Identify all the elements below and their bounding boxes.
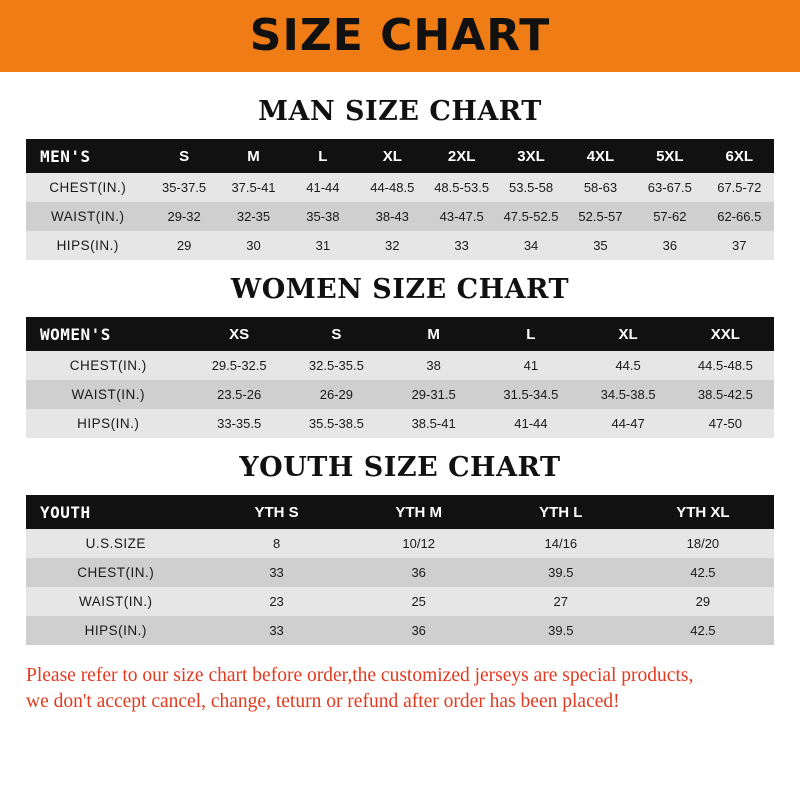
cell: 39.5 — [548, 623, 574, 638]
cell: 63-67.5 — [647, 180, 692, 195]
row-label: CHEST(IN.) — [49, 180, 127, 195]
section-title-women: WOMEN SIZE CHART — [230, 274, 570, 305]
cell: 58-63 — [583, 180, 618, 195]
table-row — [26, 351, 774, 380]
cell: 8 — [272, 536, 281, 551]
table-youth-body — [26, 529, 774, 645]
row-label: CHEST(IN.) — [77, 565, 155, 580]
table-women-header-label: WOMEN'S — [40, 324, 111, 344]
cell: 57-62 — [653, 209, 687, 224]
cell: 47.5-52.5 — [503, 209, 559, 224]
table-row — [26, 587, 774, 616]
table-man-col-8: 6XL — [725, 147, 754, 165]
cell: 18/20 — [686, 536, 720, 551]
table-women-col-2: M — [427, 325, 440, 343]
table-man-col-0: S — [179, 147, 190, 165]
cell: 32.5-35.5 — [308, 358, 364, 373]
cell: 38.5-42.5 — [697, 387, 753, 402]
cell: 35-38 — [306, 209, 340, 224]
table-row — [26, 558, 774, 587]
row-label: HIPS(IN.) — [56, 238, 119, 253]
table-man-col-4: 2XL — [447, 147, 476, 165]
cell: 32 — [385, 238, 400, 253]
table-header-row — [26, 495, 774, 529]
table-header-row — [26, 139, 774, 173]
cell: 38 — [426, 358, 441, 373]
table-women-col-0: XS — [229, 325, 250, 343]
table-youth-col-1: YTH M — [395, 503, 443, 521]
table-youth-col-0: YTH S — [254, 503, 299, 521]
row-label: WAIST(IN.) — [50, 209, 125, 224]
cell: 29-32 — [167, 209, 201, 224]
cell: 23 — [269, 594, 284, 609]
table-row — [26, 409, 774, 438]
table-youth-col-2: YTH L — [539, 503, 583, 521]
cell: 31 — [315, 238, 331, 253]
table-man-size — [26, 139, 774, 260]
row-label: WAIST(IN.) — [79, 594, 153, 609]
table-man-body — [26, 173, 774, 260]
table-row — [26, 173, 774, 202]
table-man-col-3: XL — [382, 147, 402, 165]
table-youth-col-3: YTH XL — [676, 503, 730, 521]
cell: 38-43 — [375, 209, 409, 224]
cell: 44-48.5 — [370, 180, 415, 195]
cell: 33 — [454, 238, 469, 253]
row-label: HIPS(IN.) — [84, 623, 147, 638]
table-man-header-label: MEN'S — [40, 146, 91, 166]
cell: 23.5-26 — [217, 387, 262, 402]
cell: 44-47 — [611, 416, 645, 431]
cell: 26-29 — [319, 387, 354, 402]
cell: 30 — [246, 238, 261, 253]
table-row — [26, 231, 774, 260]
cell: 29-31.5 — [411, 387, 456, 402]
cell: 44.5-48.5 — [697, 358, 753, 373]
cell: 52.5-57 — [578, 209, 623, 224]
cell: 36 — [662, 238, 678, 253]
cell: 62-66.5 — [717, 209, 762, 224]
cell: 43-47.5 — [439, 209, 484, 224]
page-title: SIZE CHART — [249, 10, 551, 61]
header-bar — [0, 0, 800, 72]
footer-note-line-1: Please refer to our size chart before order,the customized jerseys are special products, — [26, 665, 694, 686]
section-youth — [26, 452, 774, 645]
table-youth-header-label: YOUTH — [40, 502, 91, 522]
table-women-head — [26, 317, 774, 351]
cell: 41-44 — [514, 416, 548, 431]
cell: 33 — [269, 623, 284, 638]
table-row — [26, 529, 774, 558]
cell: 41 — [523, 358, 539, 373]
cell: 35 — [593, 238, 608, 253]
table-man-col-6: 4XL — [586, 147, 615, 165]
table-man-col-2: L — [318, 147, 328, 165]
table-man-col-5: 3XL — [517, 147, 545, 165]
cell: 29 — [176, 238, 192, 253]
row-label: CHEST(IN.) — [69, 358, 147, 373]
cell: 39.5 — [548, 565, 574, 580]
table-youth-head — [26, 495, 774, 529]
content-area — [0, 72, 800, 645]
cell: 41-44 — [306, 180, 340, 195]
cell: 44.5 — [615, 358, 641, 373]
cell: 29 — [695, 594, 711, 609]
cell: 36 — [411, 565, 426, 580]
row-label: HIPS(IN.) — [77, 416, 140, 431]
cell: 10/12 — [402, 536, 435, 551]
row-label: WAIST(IN.) — [71, 387, 146, 402]
table-women-col-3: L — [526, 325, 536, 343]
cell: 48.5-53.5 — [434, 180, 490, 195]
cell: 42.5 — [690, 565, 716, 580]
cell: 53.5-58 — [509, 180, 554, 195]
cell: 31.5-34.5 — [503, 387, 559, 402]
row-label: U.S.SIZE — [85, 536, 146, 551]
table-women-body — [26, 351, 774, 438]
table-header-row — [26, 317, 774, 351]
table-women-col-4: XL — [618, 325, 638, 343]
section-man — [26, 96, 774, 260]
cell: 36 — [411, 623, 426, 638]
cell: 47-50 — [708, 416, 742, 431]
cell: 37.5-41 — [231, 180, 276, 195]
cell: 35.5-38.5 — [308, 416, 364, 431]
table-man-col-1: M — [247, 147, 260, 165]
footer-note-line-2: we don't accept cancel, change, teturn or refund after order has been placed! — [26, 691, 620, 713]
table-row — [26, 380, 774, 409]
cell: 33-35.5 — [217, 416, 262, 431]
section-title-man: MAN SIZE CHART — [258, 96, 542, 127]
cell: 67.5-72 — [717, 180, 762, 195]
cell: 37 — [732, 238, 747, 253]
cell: 32-35 — [236, 209, 271, 224]
table-man-col-7: 5XL — [656, 147, 684, 165]
table-youth-size — [26, 495, 774, 645]
cell: 33 — [269, 565, 284, 580]
cell: 27 — [553, 594, 569, 609]
table-women-size — [26, 317, 774, 438]
cell: 14/16 — [544, 536, 578, 551]
table-row — [26, 616, 774, 645]
cell: 25 — [411, 594, 426, 609]
cell: 34 — [523, 238, 539, 253]
cell: 42.5 — [690, 623, 716, 638]
table-women-col-1: S — [331, 325, 342, 343]
table-women-col-5: XXL — [710, 325, 740, 343]
table-man-head — [26, 139, 774, 173]
cell: 29.5-32.5 — [211, 358, 267, 373]
cell: 35-37.5 — [162, 180, 207, 195]
cell: 34.5-38.5 — [600, 387, 656, 402]
table-row — [26, 202, 774, 231]
section-women — [26, 274, 774, 438]
section-title-youth: YOUTH SIZE CHART — [239, 452, 561, 483]
cell: 38.5-41 — [411, 416, 456, 431]
footer-note — [26, 663, 774, 716]
